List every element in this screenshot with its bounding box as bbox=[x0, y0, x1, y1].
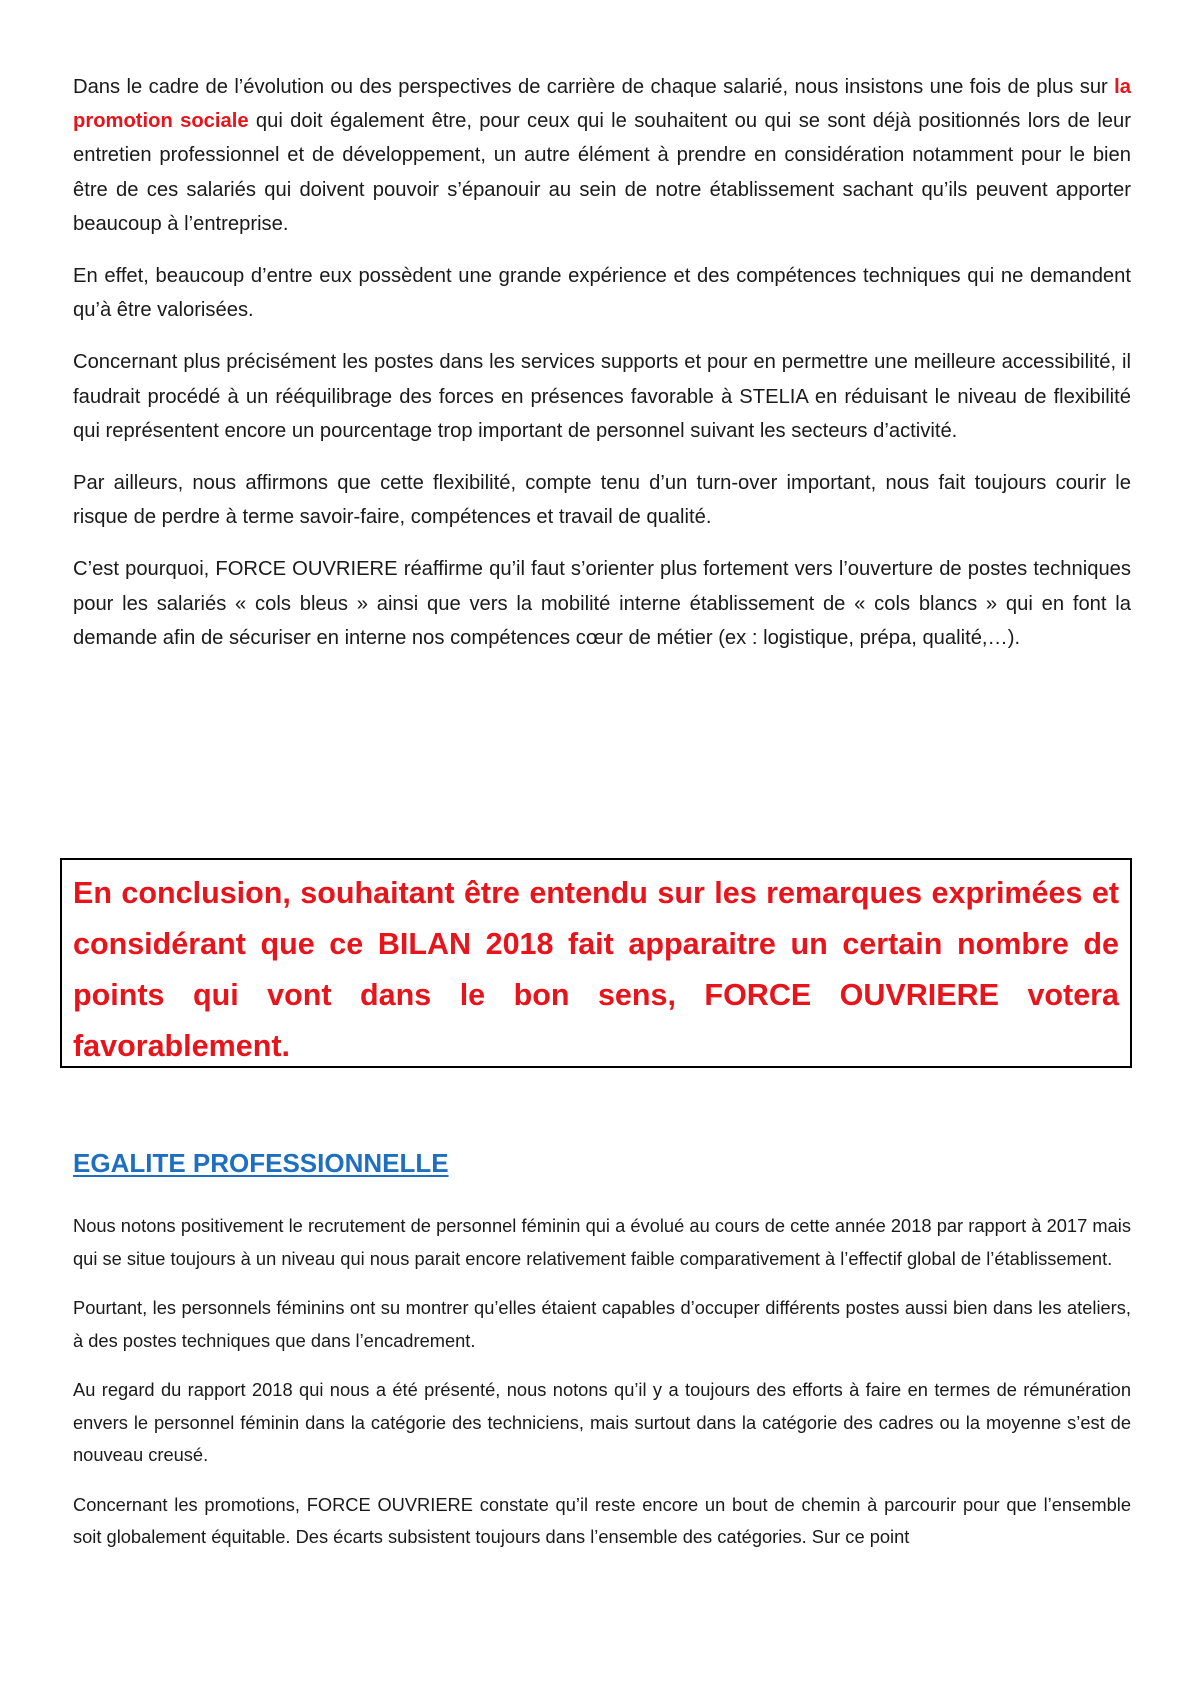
section-title-egalite: EGALITE PROFESSIONNELLE bbox=[73, 1148, 449, 1178]
paragraph-cols-bleus: C’est pourquoi, FORCE OUVRIERE réaffirme qu’il faut s’orienter plus fortement vers l’ouverture de postes techniques pour les salariés « cols bleus » ainsi que vers la mobilité interne établissement de « cols blancs » qui en font la demande afin de sécuriser en interne nos compétences cœur de métier (ex : logistique, prépa, qualité,…). bbox=[73, 558, 1131, 649]
conclusion-box bbox=[60, 858, 1132, 1068]
paragraph-promotions: Concernant les promotions, FORCE OUVRIERE constate qu’il reste encore un bout de chemin à parcourir pour que l’ensemble soit globalement équitable. Des écarts subsistent toujours dans l’ensemble des catégories. Sur ce point bbox=[73, 1493, 1131, 1547]
paragraph-text-before: Dans le cadre de l’évolution ou des perspectives de carrière de chaque salarié, nous insistons une fois de plus sur bbox=[73, 76, 1115, 98]
paragraph-experience: En effet, beaucoup d’entre eux possèdent une grande expérience et des compétences techniques qui ne demandent qu’à être valorisées. bbox=[73, 265, 1131, 322]
paragraph-recrutement: Nous notons positivement le recrutement de personnel féminin qui a évolué au cours de cette année 2018 par rapport à 2017 mais qui se situe toujours à un niveau qui nous parait encore relativement faible comparativement à l’effectif global de l’établissement. bbox=[73, 1215, 1131, 1269]
conclusion-text: En conclusion, souhaitant être entendu sur les remarques exprimées et considérant que ce BILAN 2018 fait apparaitre un certain nombre de points qui vont dans le bon sens, FORCE OUVRIERE votera favorablement. bbox=[73, 876, 1119, 1063]
paragraph-remuneration: Au regard du rapport 2018 qui nous a été présenté, nous notons qu’il y a toujours des efforts à faire en termes de rémunération envers le personnel féminin dans la catégorie des techniciens, mais surtout dans la catégorie des cadres ou la moyenne s’est de nouveau creusé. bbox=[73, 1379, 1131, 1465]
paragraph-text-after: qui doit également être, pour ceux qui le souhaitent ou qui se sont déjà positionnés lors de leur entretien professionnel et de développement, un autre élément à prendre en considération notamment pour le bien être de ces salariés qui doivent pouvoir s’épanouir au sein de notre établissement sachant qu’ils peuvent apporter beaucoup à l’entreprise. bbox=[73, 110, 1131, 235]
paragraph-promotion-sociale bbox=[73, 70, 1131, 241]
paragraph-personnels-feminins: Pourtant, les personnels féminins ont su montrer qu’elles étaient capables d’occuper différents postes aussi bien dans les ateliers, à des postes techniques que dans l’encadrement. bbox=[73, 1297, 1131, 1351]
highlight-promotion-sociale: la promotion sociale bbox=[73, 76, 1131, 133]
egalite-section bbox=[73, 1210, 1131, 1571]
paragraph-services-supports: Concernant plus précisément les postes dans les services supports et pour en permettre une meilleure accessibilité, il faudrait procédé à un rééquilibrage des forces en présences favorable à STELIA en réduisant le niveau de flexibilité qui représentent encore un pourcentage trop important de personnel suivant les secteurs d’activité. bbox=[73, 351, 1131, 442]
intro-section bbox=[73, 70, 1131, 673]
paragraph-flexibilite: Par ailleurs, nous affirmons que cette flexibilité, compte tenu d’un turn-over important, nous fait toujours courir le risque de perdre à terme savoir-faire, compétences et travail de qualité. bbox=[73, 472, 1131, 529]
